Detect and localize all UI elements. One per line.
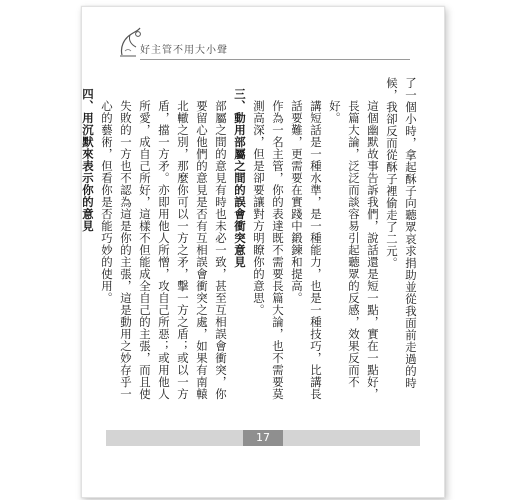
body-paragraph: 講短話是一種水準，是一種能力，也是一種技巧，比講長話要難，更需要在實踐中鍛鍊和提高。 xyxy=(290,99,323,400)
header-divider xyxy=(140,59,410,60)
body-paragraph: 了一個小時，拿起酥子向聽眾哀求捐助並從我面前走過的時候，我卻反而從酥子裡偷走了二元。 xyxy=(385,77,418,389)
vertical-body-text xyxy=(81,77,420,407)
page-number-bar xyxy=(106,430,420,446)
running-header-title: 好主管不用大小聲 xyxy=(140,45,228,56)
section-heading: 四、用沉默來表示你的意見 xyxy=(81,88,95,233)
body-paragraph: 部屬之間的意見有時也未必一致，甚至互相誤會衝突，你要留心他們的意見是否有互相誤會衝突之處，如果有南轅北轍之別，那麼你可以一方之矛，擊一方之盾；或以一方盾，擋一方矛。亦即用他人所憎，攻自己所惡；或用他人所愛，成自己所好，這樣不但能成全自己的主張，而且使失敗的一方也不認為這是你的主張，這是動用之妙存乎一心的藝術，但看你是否能巧妙的使用。 xyxy=(100,99,228,400)
section-heading: 三、動用部屬之間的誤會衝突意見 xyxy=(233,88,247,269)
body-paragraph: 作為一名主管，你的表達既不需要長篇大論，也不需要莫測高深，但是卻要讓對方明瞭你的意思。 xyxy=(252,99,285,400)
page-number: 17 xyxy=(243,430,283,446)
book-page xyxy=(81,6,445,498)
body-paragraph: 這個幽默故事告訴我們，說話還是短一點，實在一點好，長篇大論，泛泛而談容易引起聽眾的反感，效果反而不好。 xyxy=(328,99,380,400)
